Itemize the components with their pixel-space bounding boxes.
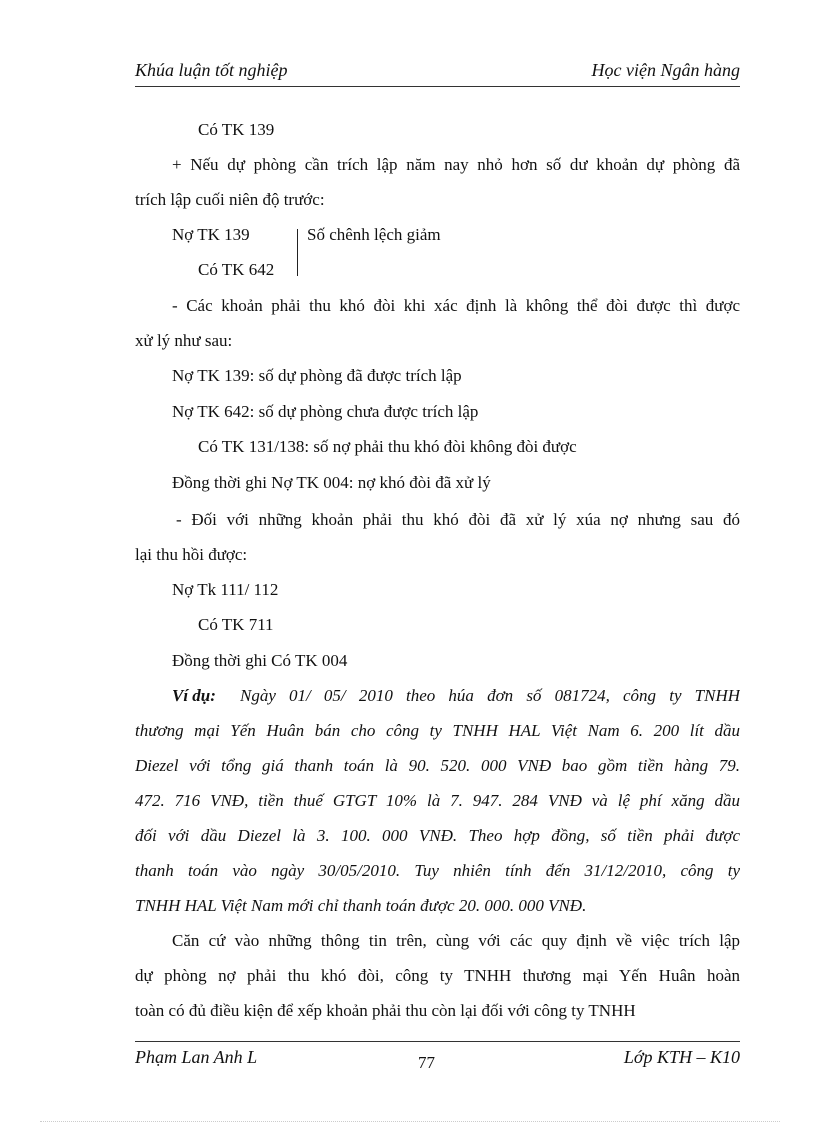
footer-author: Phạm Lan Anh L	[135, 1047, 258, 1067]
paragraph-line: xử lý như sau:	[135, 331, 233, 350]
paragraph-line: lại thu hồi được:	[135, 545, 248, 564]
page-header	[135, 60, 740, 82]
footer-class: Lớp KTH – K10	[623, 1047, 740, 1067]
example-line: thương mại Yến Huân bán cho công ty TNHH HAL Việt Nam 6. 200 lít dầu	[135, 721, 740, 740]
entry-line: Nợ TK 139: số dự phòng đã được trích lập	[172, 366, 462, 385]
bracket-divider	[297, 229, 298, 276]
example-line: đối với dầu Diezel là 3. 100. 000 VNĐ. Theo hợp đồng, số tiền phải được	[135, 826, 740, 845]
entry-line: Có TK 131/138: số nợ phải thu khó đòi không đòi được	[198, 437, 577, 456]
entry-credit-tk642: Có TK 642	[198, 260, 275, 279]
footer-rule	[135, 1041, 740, 1042]
paragraph-line: - Đối với những khoản phải thu khó đòi đã xử lý xúa nợ nhưng sau đó	[176, 510, 740, 529]
paragraph-line: Căn cứ vào những thông tin trên, cùng với các quy định về việc trích lập	[172, 931, 740, 950]
paragraph-line: + Nếu dự phòng cần trích lập năm nay nhỏ hơn số dư khoản dự phòng đã	[172, 155, 740, 174]
paragraph-line: - Các khoản phải thu khó đòi khi xác định là không thể đòi được thì được	[172, 296, 740, 315]
example-line: TNHH HAL Việt Nam mới chỉ thanh toán được 20. 000. 000 VNĐ.	[135, 896, 587, 915]
example-label: Ví dụ:	[172, 686, 216, 705]
entry-line: Đồng thời ghi Nợ TK 004: nợ khó đòi đã xử lý	[172, 473, 491, 492]
example-line: 472. 716 VNĐ, tiền thuế GTGT 10% là 7. 947. 284 VNĐ và lệ phí xăng dầu	[135, 791, 740, 810]
entry-line: Có TK 711	[198, 615, 274, 634]
header-rule	[135, 86, 740, 87]
page-footer	[135, 1047, 740, 1087]
paragraph-line: dự phòng nợ phải thu khó đòi, công ty TNHH thương mại Yến Huân hoàn	[135, 966, 740, 985]
paragraph-line: trích lập cuối niên độ trước:	[135, 190, 325, 209]
header-thesis-title: Khúa luận tốt nghiệp	[135, 60, 288, 80]
entry-note: Số chênh lệch giảm	[307, 225, 441, 244]
entry-line: Nợ Tk 111/ 112	[172, 580, 279, 599]
example-line: Diezel với tổng giá thanh toán là 90. 520. 000 VNĐ bao gồm tiền hàng 79.	[135, 756, 740, 775]
example-line: thanh toán vào ngày 30/05/2010. Tuy nhiên tính đến 31/12/2010, công ty	[135, 861, 740, 880]
paragraph-line: toàn có đủ điều kiện để xếp khoản phải thu còn lại đối với công ty TNHH	[135, 1001, 636, 1020]
entry-credit-tk139: Có TK 139	[198, 120, 275, 139]
example-line: Ngày 01/ 05/ 2010 theo húa đơn số 081724, công ty TNHH	[240, 686, 740, 705]
entry-line: Đồng thời ghi Có TK 004	[172, 651, 348, 670]
entry-debit-tk139: Nợ TK 139	[172, 225, 250, 244]
page-edge-divider	[40, 1121, 780, 1122]
header-institution: Học viện Ngân hàng	[591, 60, 740, 80]
page-number: 77	[418, 1053, 435, 1072]
entry-line: Nợ TK 642: số dự phòng chưa được trích lập	[172, 402, 479, 421]
